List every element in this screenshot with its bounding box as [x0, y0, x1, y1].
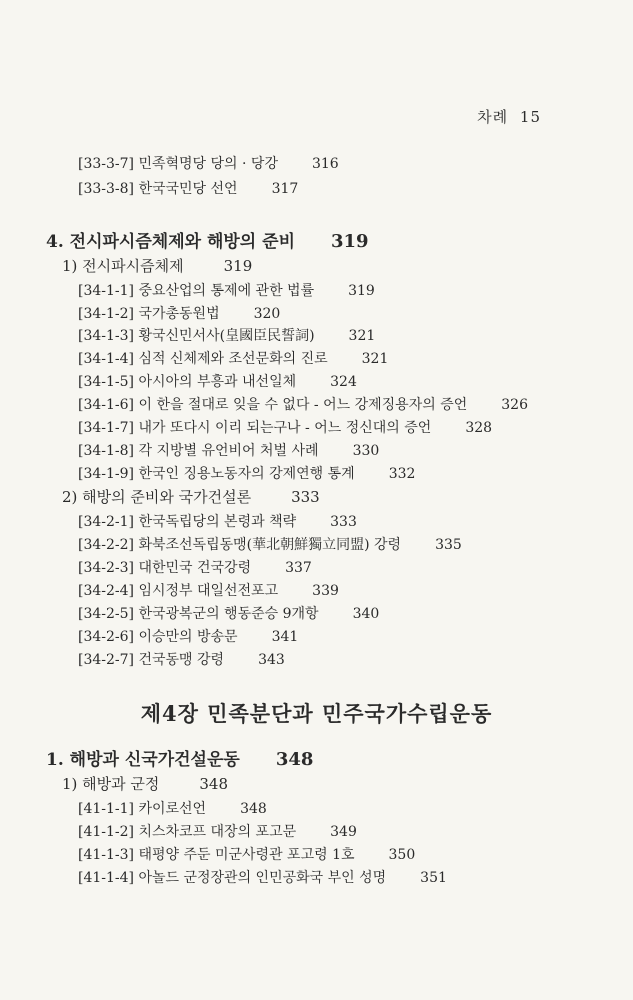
toc-entry-title: [33-3-8] 한국국민당 선언	[78, 181, 238, 197]
toc-entry	[78, 417, 492, 437]
chapter-title: 제4장 민족분단과 민주국가수립운동	[140, 701, 493, 726]
toc-entry-page: 351	[420, 870, 447, 886]
toc-entry-title: [34-2-7] 건국동맹 강령	[78, 652, 225, 668]
toc-entry-page: 332	[388, 466, 416, 482]
toc-subsection-title: 1) 전시파시즘체제	[62, 257, 184, 275]
toc-entry	[78, 580, 339, 600]
toc-entry-title: [34-2-3] 대한민국 건국강령	[78, 560, 252, 576]
toc-section	[46, 745, 313, 770]
toc-entry-page: 343	[258, 652, 285, 668]
toc-subsection-page: 348	[199, 775, 229, 793]
toc-entry-title: [41-1-3] 태평양 주둔 미군사령관 포고령 1호	[78, 847, 355, 863]
toc-section-title: 4. 전시파시즘체제와 해방의 준비	[46, 232, 295, 252]
toc-entry-page: 350	[388, 847, 416, 863]
toc-entry-title: [34-1-4] 심적 신체제와 조선문화의 진로	[78, 351, 328, 367]
toc-entry-title: [34-2-6] 이승만의 방송문	[78, 629, 238, 645]
running-header	[477, 106, 541, 127]
toc-entry-title: [34-1-1] 중요산업의 통제에 관한 법률	[78, 283, 315, 299]
toc-subsection-page: 333	[291, 488, 320, 506]
toc-section-page: 319	[331, 231, 369, 252]
toc-entry	[78, 394, 528, 414]
toc-entry	[78, 463, 415, 483]
toc-entry-title: [34-1-7] 내가 또다시 이리 되는구나 - 어느 정신대의 증언	[78, 420, 432, 436]
toc-entry-title: [41-1-2] 치스차코프 대장의 포고문	[78, 824, 297, 840]
toc-entry-title: [34-1-9] 한국인 징용노동자의 강제연행 통계	[78, 466, 355, 482]
toc-section	[46, 227, 369, 252]
toc-entry	[78, 626, 298, 646]
toc-entry-title: [33-3-7] 민족혁명당 당의 · 당강	[78, 156, 278, 172]
toc-entry-title: [34-1-2] 국가총동원법	[78, 306, 220, 322]
toc-entry-page: 316	[311, 156, 339, 172]
toc-entry-page: 328	[465, 420, 493, 436]
toc-entry	[78, 821, 357, 841]
toc-entry	[78, 371, 357, 391]
header-title: 차례	[477, 108, 509, 126]
toc-entry	[78, 649, 285, 669]
toc-section-title: 1. 해방과 신국가건설운동	[46, 750, 240, 770]
toc-entry-title: [34-2-2] 화북조선독립동맹(華北朝鮮獨立同盟) 강령	[78, 537, 402, 553]
toc-entry	[78, 844, 415, 864]
toc-entry	[78, 325, 375, 345]
toc-entry-page: 349	[330, 824, 357, 840]
toc-entry-title: [41-1-1] 카이로선언	[78, 801, 207, 817]
toc-entry-page: 319	[348, 283, 375, 299]
toc-subsection	[62, 255, 252, 276]
toc-entry	[78, 557, 312, 577]
toc-entry-page: 324	[330, 374, 357, 390]
toc-entry-page: 337	[285, 560, 312, 576]
toc-subsection-page: 319	[223, 257, 253, 275]
toc-entry	[78, 534, 462, 554]
toc-entry-page: 317	[271, 181, 299, 197]
toc-entry	[78, 440, 379, 460]
toc-entry	[78, 303, 280, 323]
toc-entry-title: [34-1-5] 아시아의 부흥과 내선일체	[78, 374, 297, 390]
toc-entry-title: [34-2-1] 한국독립당의 본령과 책략	[78, 514, 297, 530]
toc-entry	[78, 867, 447, 887]
toc-entry	[78, 348, 388, 368]
toc-entry-page: 321	[361, 351, 389, 367]
toc-subsection-title: 1) 해방과 군정	[62, 775, 160, 793]
toc-subsection-title: 2) 해방의 준비와 국가건설론	[62, 488, 252, 506]
toc-entry	[78, 511, 357, 531]
toc-entry	[78, 603, 379, 623]
toc-entry-page: 321	[348, 328, 376, 344]
toc-entry-page: 326	[501, 397, 528, 413]
toc-entry-page: 348	[240, 801, 267, 817]
toc-entry-title: [34-1-3] 황국신민서사(皇國臣民誓詞)	[78, 328, 315, 344]
toc-entry-page: 335	[435, 537, 462, 553]
toc-entry-page: 339	[312, 583, 339, 599]
toc-entry	[78, 178, 298, 198]
toc-entry-page: 340	[352, 606, 380, 622]
toc-entry-title: [34-2-4] 임시정부 대일선전포고	[78, 583, 279, 599]
toc-subsection	[62, 773, 228, 794]
toc-entry-page: 320	[253, 306, 281, 322]
toc-section-page: 348	[275, 749, 314, 770]
toc-entry-page: 333	[330, 514, 357, 530]
toc-entry-page: 330	[352, 443, 380, 459]
toc-entry-title: [34-1-8] 각 지방별 유언비어 처벌 사례	[78, 443, 319, 459]
toc-entry	[78, 798, 267, 818]
toc-entry-page: 341	[271, 629, 299, 645]
toc-entry	[78, 153, 339, 173]
toc-entry-title: [34-1-6] 이 한을 절대로 잊을 수 없다 - 어느 강제징용자의 증언	[78, 397, 468, 413]
toc-entry-title: [34-2-5] 한국광복군의 행동준승 9개항	[78, 606, 319, 622]
toc-subsection	[62, 486, 320, 507]
toc-entry-title: [41-1-4] 아놀드 군정장관의 인민공화국 부인 성명	[78, 870, 387, 886]
toc-entry	[78, 280, 375, 300]
header-page-number: 15	[519, 108, 541, 126]
